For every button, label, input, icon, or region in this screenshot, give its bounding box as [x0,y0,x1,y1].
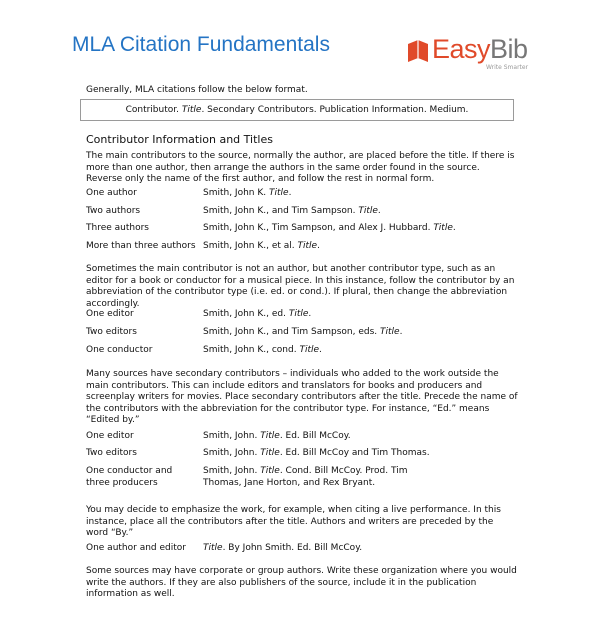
paragraph-contributor-types: Sometimes the main contributor is not an author, but another contributor type, such as an editor for a book or conductor for a musical piece. In this instance, follow the contributor by an abbreviation of the contributor type (i.e. ed. or cond.). If plural, then change the abbreviation accordingly. [86,264,515,309]
paragraph-main-contributors: The main contributors to the source, normally the author, are placed before the title. If there is more than one author, then arrange the authors in the same order found in the source. Reverse only the name of the first author, and follow the rest in normal form. [86,151,515,185]
logo-tagline: Write Smarter [486,64,529,71]
intro-text: Generally, MLA citations follow the below format. [86,85,308,95]
format-box: Contributor. Title. Secondary Contributors. Publication Information. Medium. [80,99,514,121]
paragraph-corporate-authors: Some sources may have corporate or group authors. Write these organization where you would write the authors. If they are also publishers of the source, include it in the publication information as well. [86,566,517,600]
paragraph-secondary-contributors: Many sources have secondary contributors – individuals who added to the work outside the main contributors. This can include editors and translators for books and producers and screenplay writers for movies. Place secondary contributors after the title. Precede the name of the contributors with the abbreviation for the contributor type. For instance, “Ed.” means “Edited by.” [86,369,518,426]
paragraph-emphasize-work: You may decide to emphasize the work, for example, when citing a live performance. In this instance, place all the contributors after the title. Authors and writers are preceded by the word “By.” [86,505,501,539]
logo-wordmark: EasyBib [432,34,528,64]
section-heading: Contributor Information and Titles [86,133,273,146]
easybib-logo [406,36,536,76]
book-icon [406,38,430,64]
document-page: MLA Citation Fundamentals EasyBib Write Smarter Generally, MLA citations follow the below format. Contributor. Title. Secondary Contributors. Publication Information. Medium. Contributor Information and Titles The main contributors to the source, normally the author, are placed before the title. If there is more than one author, then arrange the authors in the same order found in the source. Reverse only the name of the first author, and follow the rest in normal form. One author Smith, John K. Title. Two authors Smith, John K., and Tim Sampson. Title. Three authors Smith, John K., Tim Sampson, and Alex J. Hubbard. Title. More than three authors Smith, John K., et al. Title. Sometimes the main contributor is not an author, but another contributor type, such as an editor for a book or conductor for a musical piece. In this instance, follow the contributor by an abbreviation of the contributor type (i.e. ed. or cond.). If plural, then change the abbreviation accordingly. One editor Smith, John K., ed. Title. Two editors Smith, John K., and Tim Sampson, eds. Title. One conductor Smith, John K., cond. Title. Many sources have secondary contributors – individuals who added to the work outside the main contributors. This can include editors and translators for books and producers and screenplay writers for movies. Place secondary contributors after the title. Precede the name of the contributors with the abbreviation for the contributor type. For instance, “Ed.” means “Edited by.” One editor Smith, John. Title. Ed. Bill McCoy. Two editors Smith, John. Title. Ed. Bill McCoy and Tim Thomas. One conductor and three producers Smith, John. Title. Cond. Bill McCoy. Prod. Tim Thomas, Jane Horton, and Rex Bryant. You may decide to emphasize the work, for example, when citing a live performance. In this instance, place all the contributors after the title. Authors and writers are preceded by the word “By.” One author and editor Title. By John Smith. Ed. Bill McCoy. Some sources may have corporate or group authors. Write these organization where you would write the authors. If they are also publishers of the source, include it in the publication information as well. [0,0,600,620]
page-title: MLA Citation Fundamentals [72,33,330,56]
